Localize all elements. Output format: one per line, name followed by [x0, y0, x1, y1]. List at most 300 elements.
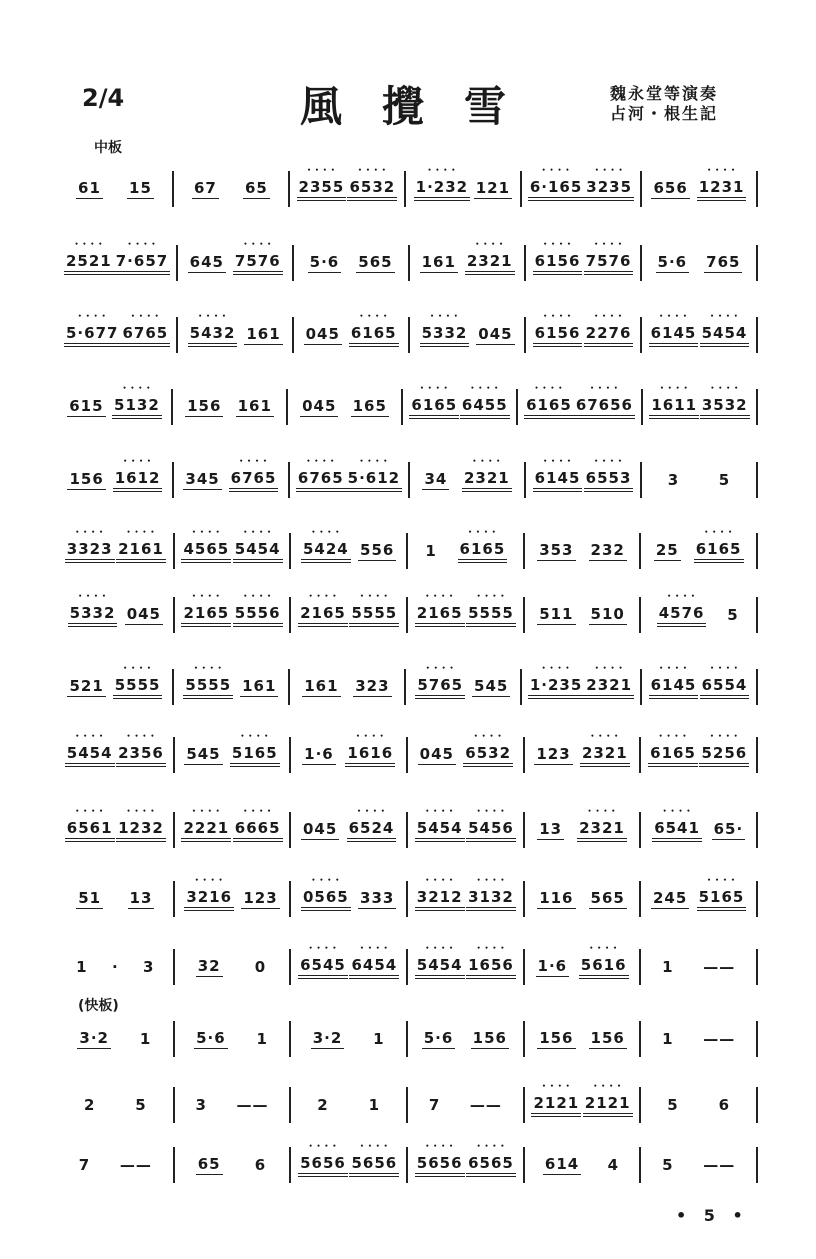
note-group: 1 [139, 1030, 152, 1048]
note-group: 045 [305, 325, 340, 343]
note-group: • • • • 2321 [580, 744, 630, 767]
measure [403, 390, 516, 424]
note-group: • • • • 2356 [116, 744, 166, 767]
measure [58, 882, 173, 916]
measure [408, 813, 523, 847]
note-group: • • • • 5454 [415, 819, 465, 842]
note-group: 1 [373, 1030, 385, 1048]
note-group: 5·6 [423, 1029, 454, 1047]
measure [525, 1088, 640, 1122]
note-group: 1 [425, 542, 437, 560]
measure [408, 882, 523, 916]
measure [291, 598, 406, 632]
note-group: 67 [194, 179, 217, 197]
measure [175, 882, 290, 916]
bar-line [756, 245, 758, 281]
bar-line [756, 597, 758, 633]
note-group: 7 [428, 1096, 441, 1114]
time-signature: 2/4 [82, 84, 125, 112]
score-row [58, 1088, 758, 1122]
measure [58, 1088, 173, 1122]
note-group: • • • • 5454 [233, 540, 283, 563]
measure [408, 738, 523, 772]
measure [288, 390, 401, 424]
measure [408, 950, 523, 984]
note-group: • • • • 2121 [531, 1094, 581, 1117]
note-group: 5·6 [196, 1029, 226, 1047]
note-group: 6 [718, 1096, 731, 1114]
measure [525, 813, 640, 847]
note-group: • • • • 2321 [465, 252, 515, 275]
note-group: 161 [242, 677, 277, 695]
note-group: • • • • 3323 [65, 540, 115, 563]
note-group: • • • • 6165 [524, 396, 574, 419]
note-group: —— [236, 1096, 269, 1114]
measure [406, 172, 520, 206]
score-row [58, 390, 758, 424]
bar-line [756, 812, 758, 848]
note-group: • • • • 6156 [533, 252, 583, 275]
note-group: • • • • 2276 [584, 324, 634, 347]
note-group: 65 [244, 179, 268, 197]
measure [408, 598, 523, 632]
measure [291, 950, 406, 984]
note-group: 3 [143, 958, 155, 976]
measure [291, 534, 406, 568]
measure [641, 882, 756, 916]
performer-credit: 魏永堂等演奏 [610, 84, 719, 103]
note-group: • • • • 7576 [584, 252, 634, 275]
note-group: 116 [539, 889, 574, 907]
note-group: • • • • 6455 [460, 396, 510, 419]
note-group: —— [703, 1156, 736, 1174]
note-group: 5 [727, 606, 739, 624]
measure [525, 950, 640, 984]
note-group: • • • • 3235 [584, 178, 634, 201]
note-group: • • • • 6545 [298, 956, 348, 979]
bar-line [756, 737, 758, 773]
bar-line [756, 317, 758, 353]
note-group: • • • • 5454 [700, 324, 750, 347]
measure [174, 172, 288, 206]
measure [642, 463, 756, 497]
note-group: • • • • 6156 [533, 324, 583, 347]
note-group: 323 [355, 677, 390, 695]
score-row [58, 534, 758, 568]
note-group: 5·6 [657, 253, 688, 271]
note-group: 123 [243, 889, 278, 907]
note-group: • • • • 5765 [415, 676, 465, 699]
note-group: • • • • 6165 [458, 540, 508, 563]
measure [290, 172, 404, 206]
bar-line [756, 171, 758, 207]
note-group: 0 [254, 958, 267, 976]
note-group: • • • • 6665 [233, 819, 283, 842]
note-group: • • • • 6541 [652, 819, 702, 842]
note-group: 156 [187, 397, 222, 415]
note-group: 15 [129, 179, 152, 197]
measure [174, 670, 288, 704]
measure [641, 738, 756, 772]
measure [175, 598, 290, 632]
note-group: • • • • 5132 [112, 396, 162, 419]
note-group: 556 [360, 541, 395, 559]
note-group: 6 [254, 1156, 267, 1174]
note-group: • • • • 3132 [466, 888, 516, 911]
note-group: 511 [539, 605, 574, 623]
note-group: 161 [237, 397, 272, 415]
measure [641, 1088, 756, 1122]
note-group: · [111, 958, 119, 976]
note-group: 156 [590, 1029, 625, 1047]
measure [525, 1022, 640, 1056]
note-group: • • • • 1·232 [414, 178, 470, 201]
note-group: • • • • 2165 [181, 604, 231, 627]
score-row [58, 463, 758, 497]
note-group: 5 [718, 471, 731, 489]
note-group: • • • • 5556 [233, 604, 283, 627]
note-group: 333 [360, 889, 395, 907]
note-group: • • • • 5656 [349, 1154, 399, 1177]
note-group: 4 [607, 1156, 620, 1174]
note-group: • • • • 5454 [415, 956, 465, 979]
note-group: 045 [302, 397, 337, 415]
measure [643, 390, 756, 424]
measure [525, 534, 640, 568]
note-group: 161 [304, 677, 339, 695]
measure [175, 534, 290, 568]
note-group: 65 [197, 1155, 221, 1173]
note-group: • • • • 6565 [466, 1154, 516, 1177]
note-group: • • • • 3212 [415, 888, 465, 911]
note-group: • • • • 6145 [533, 469, 583, 492]
score-row [58, 738, 758, 772]
note-group: • • • • 5432 [188, 324, 238, 347]
score-row [58, 246, 758, 280]
note-group: • • • • 2321 [577, 819, 627, 842]
measure [58, 598, 173, 632]
note-group: 245 [653, 889, 688, 907]
measure [291, 882, 406, 916]
bar-line [756, 462, 758, 498]
note-group: 13 [539, 820, 563, 838]
bar-line [756, 949, 758, 985]
note-group: • • • • 6165 [349, 324, 399, 347]
note-group: • • • • 6765 [296, 469, 346, 492]
measure [58, 172, 172, 206]
note-group: • • • • 2521 [64, 252, 114, 275]
measure [58, 1148, 173, 1182]
measure [58, 1022, 173, 1056]
measure [525, 882, 640, 916]
measure [291, 1088, 406, 1122]
measure [518, 390, 641, 424]
note-group: • • • • 5555 [466, 604, 516, 627]
note-group: • • • • 0565 [301, 888, 351, 911]
measure [408, 1022, 523, 1056]
measure [526, 246, 640, 280]
bar-line [756, 389, 758, 425]
note-group: • • • • 5616 [579, 956, 629, 979]
note-group: • • • • 3216 [184, 888, 234, 911]
note-group: 5 [135, 1096, 147, 1114]
note-group: • • • • 1232 [116, 819, 166, 842]
note-group: • • • • 4576 [657, 604, 707, 627]
note-group: 5 [667, 1096, 679, 1114]
note-group: 156 [69, 470, 104, 488]
note-group: 3·2 [312, 1029, 343, 1047]
measure [291, 1022, 406, 1056]
bar-line [756, 1087, 758, 1123]
bar-line [756, 533, 758, 569]
note-group: • • • • 5456 [466, 819, 516, 842]
note-group: • • • • 5555 [349, 604, 399, 627]
bar-line [756, 1021, 758, 1057]
score-row [58, 813, 758, 847]
tempo-marking-moderato: 中板 [94, 140, 122, 156]
score-row [58, 1022, 758, 1056]
note-group: • • • • 6532 [463, 744, 513, 767]
note-group: 123 [536, 745, 571, 763]
note-group: 5 [662, 1156, 674, 1174]
note-group: 5·6 [309, 253, 340, 271]
note-group: • • • • 6145 [649, 676, 699, 699]
measure [58, 246, 176, 280]
note-group: —— [119, 1156, 152, 1174]
note-group: 34 [424, 470, 448, 488]
note-group: • • • • 5555 [113, 676, 163, 699]
note-group: • • • • 6454 [349, 956, 399, 979]
note-group: • • • • 2165 [415, 604, 465, 627]
note-group: 565 [358, 253, 393, 271]
note-group: —— [703, 1030, 736, 1048]
note-group: 614 [544, 1155, 580, 1173]
note-group: • • • • 7·657 [114, 252, 170, 275]
note-group: 3 [195, 1096, 207, 1114]
measure [642, 172, 756, 206]
note-group: • • • • 6561 [65, 819, 115, 842]
measure [642, 246, 756, 280]
measure [642, 318, 756, 352]
note-group: • • • • 6765 [229, 469, 279, 492]
note-group: 521 [69, 677, 104, 695]
note-group: 3 [667, 471, 680, 489]
page-number: • 5 • [676, 1206, 749, 1225]
measure [175, 1022, 290, 1056]
score-row [58, 1148, 758, 1182]
bar-line [756, 1147, 758, 1183]
measure [58, 534, 173, 568]
measure [294, 246, 408, 280]
page-number-value: 5 [703, 1206, 721, 1225]
note-group: • • • • 2221 [181, 819, 231, 842]
note-group: • • • • 5454 [65, 744, 115, 767]
note-group: 65· [713, 820, 744, 838]
measure [175, 738, 290, 772]
bar-line [756, 881, 758, 917]
note-group: 32 [197, 957, 221, 975]
note-group: • • • • 5256 [699, 744, 749, 767]
note-group: • • • • 5424 [301, 540, 351, 563]
note-group: 353 [539, 541, 574, 559]
measure [408, 534, 523, 568]
measure [641, 1148, 756, 1182]
note-group: 61 [78, 179, 101, 197]
note-group: • • • • 7576 [233, 252, 283, 275]
note-group: • • • • 2165 [298, 604, 348, 627]
note-group: • • • • 2321 [584, 676, 634, 699]
note-group: • • • • 5656 [415, 1154, 465, 1177]
measure [525, 598, 640, 632]
measure [526, 463, 640, 497]
note-group: • • • • 6554 [700, 676, 750, 699]
note-group: 510 [590, 605, 625, 623]
note-group: • • • • 6165 [409, 396, 459, 419]
score-row [58, 172, 758, 206]
note-group: • • • • 3532 [700, 396, 750, 419]
note-group: 232 [590, 541, 625, 559]
note-group: —— [469, 1096, 502, 1114]
measure [410, 463, 524, 497]
measure [173, 390, 286, 424]
credits [610, 84, 718, 124]
note-group: 545 [474, 677, 509, 695]
measure [525, 1148, 640, 1182]
note-group: • • • • 2161 [116, 540, 166, 563]
note-group: • • • • 6553 [584, 469, 634, 492]
measure [526, 318, 640, 352]
note-group: 13 [129, 889, 153, 907]
measure [641, 813, 756, 847]
measure [525, 738, 640, 772]
note-group: —— [703, 958, 736, 976]
piece-title: 風攪雪 [300, 82, 547, 131]
note-group: 7 [78, 1156, 91, 1174]
note-group: • • • • 5·612 [346, 469, 402, 492]
note-group: • • • • 5332 [420, 324, 470, 347]
note-group: 1 [662, 958, 674, 976]
score-row [58, 670, 758, 704]
measure [290, 463, 408, 497]
measure [58, 463, 172, 497]
note-group: 045 [126, 605, 161, 623]
note-group: • • • • 67656 [574, 396, 635, 419]
measure [642, 670, 756, 704]
measure [522, 172, 640, 206]
note-group: 2 [317, 1096, 329, 1114]
note-group: 25 [655, 541, 679, 559]
measure [58, 390, 171, 424]
measure [522, 670, 640, 704]
note-group: • • • • 2321 [462, 469, 512, 492]
note-group: • • • • 6524 [347, 819, 397, 842]
note-group: • • • • 5165 [230, 744, 280, 767]
note-group: 156 [472, 1029, 507, 1047]
note-group: 1·6 [304, 745, 334, 763]
bar-line [756, 669, 758, 705]
note-group: 1 [256, 1030, 268, 1048]
measure [58, 738, 173, 772]
measure [175, 813, 290, 847]
measure [406, 670, 520, 704]
note-group: 765 [706, 253, 741, 271]
transcriber-credit: 占河・根生記 [610, 104, 719, 123]
note-group: 51 [78, 889, 102, 907]
note-group: • • • • 1611 [649, 396, 699, 419]
note-group: 1 [662, 1030, 674, 1048]
measure [175, 1088, 290, 1122]
note-group: 656 [653, 179, 688, 197]
note-group: • • • • 6165 [648, 744, 698, 767]
note-group: 1·6 [537, 957, 568, 975]
measure [291, 738, 406, 772]
note-group: • • • • 4565 [181, 540, 231, 563]
measure [58, 670, 172, 704]
note-group: 565 [590, 889, 625, 907]
score-row [58, 598, 758, 632]
note-group: 615 [69, 397, 104, 415]
note-group: • • • • 6765 [120, 324, 170, 347]
note-group: • • • • 5656 [298, 1154, 348, 1177]
note-group: 545 [186, 745, 221, 763]
measure [641, 598, 756, 632]
note-group: 165 [352, 397, 387, 415]
note-group: 045 [478, 325, 513, 343]
note-group: 345 [185, 470, 220, 488]
score-row [58, 882, 758, 916]
note-group: • • • • 2121 [583, 1094, 633, 1117]
note-group: 161 [421, 253, 456, 271]
score-row [58, 950, 758, 984]
measure [641, 534, 756, 568]
note-group: • • • • 6165 [694, 540, 744, 563]
measure [291, 813, 406, 847]
measure [175, 950, 290, 984]
measure [291, 1148, 406, 1182]
note-group: • • • • 1612 [113, 469, 163, 492]
note-group: 3·2 [79, 1029, 109, 1047]
measure [290, 670, 404, 704]
measure [174, 463, 288, 497]
measure [175, 1148, 290, 1182]
page-header [0, 0, 816, 160]
note-group: • • • • 1656 [466, 956, 516, 979]
note-group: • • • • 1616 [345, 744, 395, 767]
measure [408, 1148, 523, 1182]
note-group: • • • • 5555 [183, 676, 233, 699]
measure [641, 950, 756, 984]
note-group: • • • • 6532 [347, 178, 397, 201]
measure [408, 1088, 523, 1122]
note-group: • • • • 5165 [697, 888, 747, 911]
note-group: • • • • 1·235 [528, 676, 584, 699]
note-group: 1 [76, 958, 88, 976]
measure [58, 950, 173, 984]
note-group: 2 [83, 1096, 96, 1114]
measure [58, 318, 176, 352]
note-group: 645 [189, 253, 224, 271]
note-group: • • • • 6·165 [528, 178, 584, 201]
tempo-marking-allegro: (快板) [78, 998, 119, 1014]
note-group: • • • • 1231 [697, 178, 747, 201]
note-group: 121 [475, 179, 511, 197]
measure [410, 318, 524, 352]
note-group: 045 [302, 820, 338, 838]
measure [178, 318, 292, 352]
note-group: 1 [368, 1096, 381, 1114]
measure [294, 318, 408, 352]
measure [410, 246, 524, 280]
